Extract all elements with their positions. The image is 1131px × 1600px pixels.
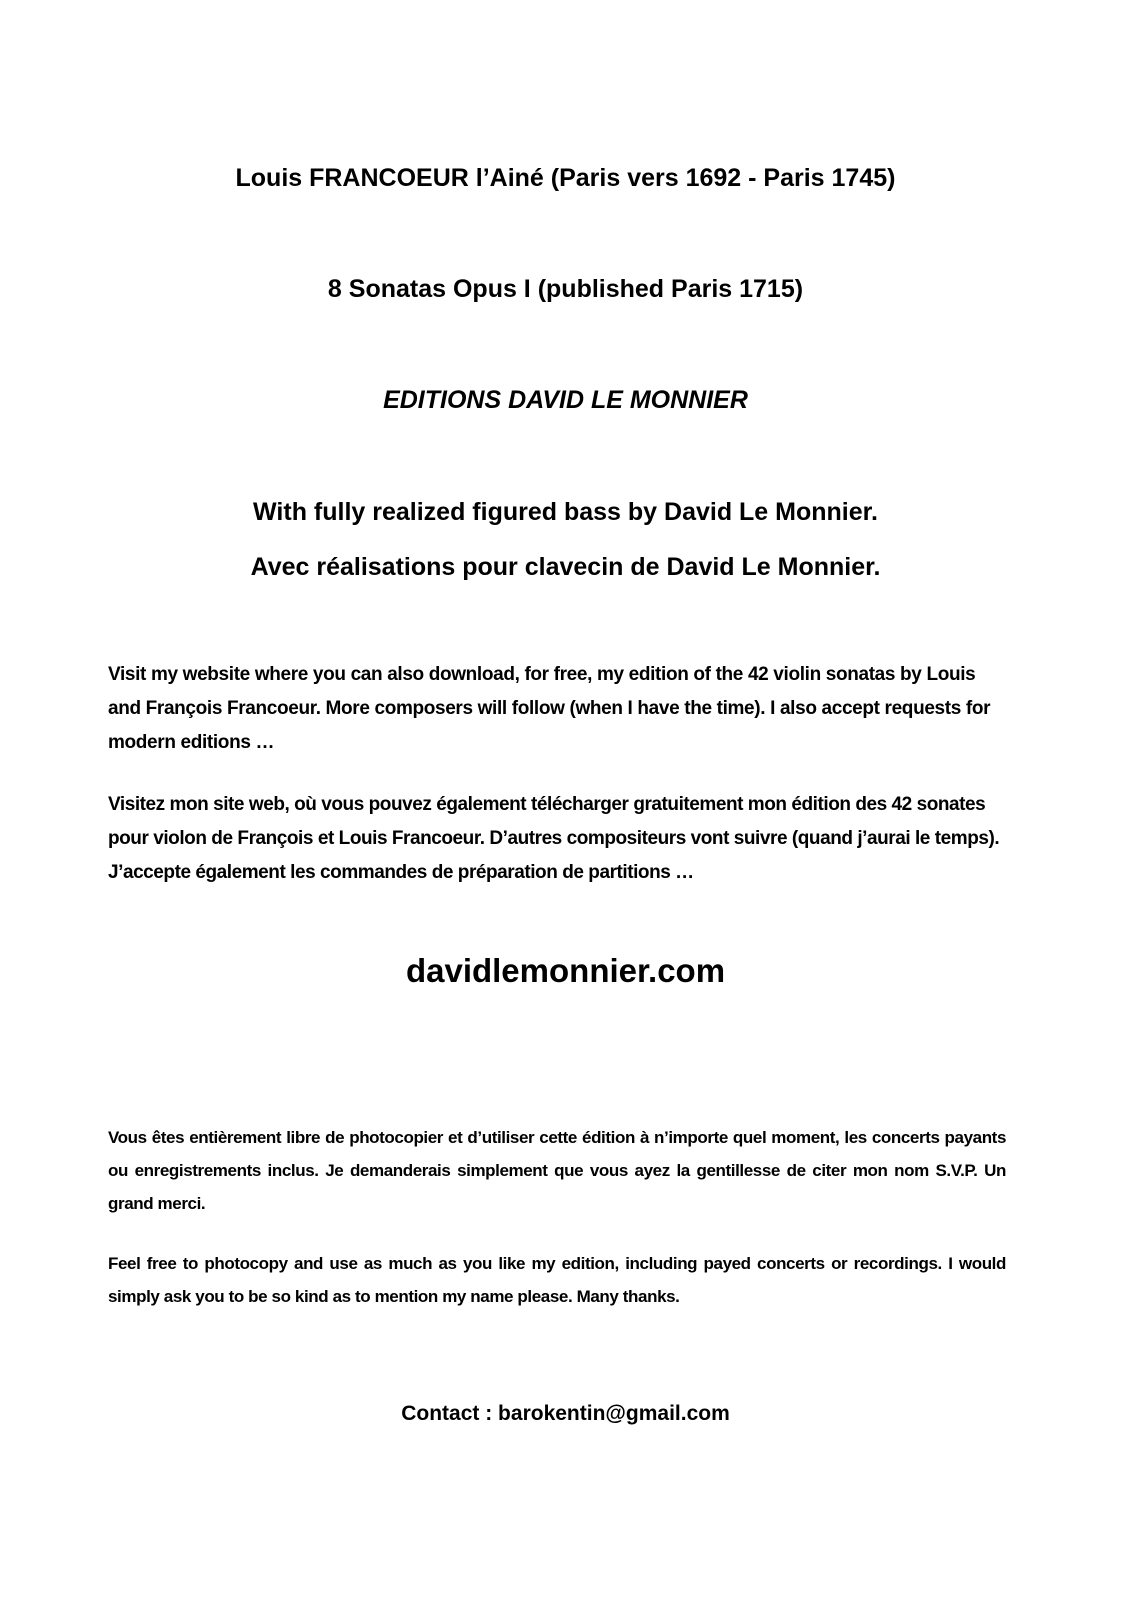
work-subtitle: 8 Sonatas Opus I (published Paris 1715) <box>327 275 804 303</box>
contact-email[interactable]: Contact : barokentin@gmail.com <box>401 1402 730 1425</box>
website-link[interactable]: davidlemonnier.com <box>405 952 726 989</box>
publisher-name: EDITIONS DAVID LE MONNIER <box>383 386 748 414</box>
realization-note-fr: Avec réalisations pour clavecin de David Le Monnier. <box>250 553 881 581</box>
composer-title: Louis FRANCOEUR l’Ainé (Paris vers 1692 - Paris 1745) <box>235 164 896 192</box>
website-note-fr: Visitez mon site web, où vous pouvez également télécharger gratuitement mon édition des 42 sonates pour violon de François et Louis Francoeur. D’autres compositeurs vont suivre (quand j’aurai le temps). J’accepte également les commandes de préparation de partitions … <box>108 794 1000 883</box>
realization-note-en: With fully realized figured bass by David Le Monnier. <box>253 498 878 526</box>
website-note-en: Visit my website where you can also download, for free, my edition of the 42 violin sonatas by Louis and François Francoeur. More composers will follow (when I have the time). I also accept requests for modern editions … <box>108 664 991 753</box>
license-note-en: Feel free to photocopy and use as much as you like my edition, including payed concerts or recordings. I would simply ask you to be so kind as to mention my name please. Many thanks. <box>108 1254 1006 1306</box>
license-note-fr: Vous êtes entièrement libre de photocopier et d’utiliser cette édition à n’importe quel moment, les concerts payants ou enregistrements inclus. Je demanderais simplement que vous ayez la gentillesse de citer mon nom S.V.P. Un grand merci. <box>108 1128 1006 1213</box>
